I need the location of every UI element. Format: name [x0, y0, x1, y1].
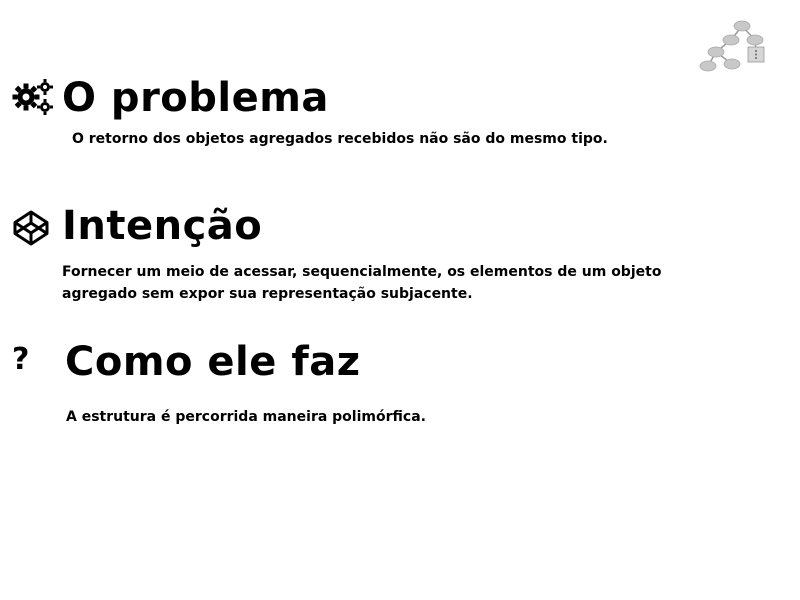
problem-heading: O problema: [62, 75, 329, 121]
question-icon: ?: [12, 342, 30, 377]
how-heading: Como ele faz: [65, 339, 361, 385]
intent-heading: Intenção: [62, 203, 263, 249]
codepen-icon: [12, 209, 50, 247]
how-text: A estrutura é percorrida maneira polimórfica.: [66, 409, 426, 425]
intent-text: Fornecer um meio de acessar, sequencialmente, os elementos de um objeto agregado sem expor sua representação subjacente.: [62, 264, 662, 302]
problem-text: O retorno dos objetos agregados recebidos não são do mesmo tipo.: [72, 131, 608, 147]
gears-icon: [12, 78, 54, 116]
tree-diagram-icon: [698, 18, 768, 74]
